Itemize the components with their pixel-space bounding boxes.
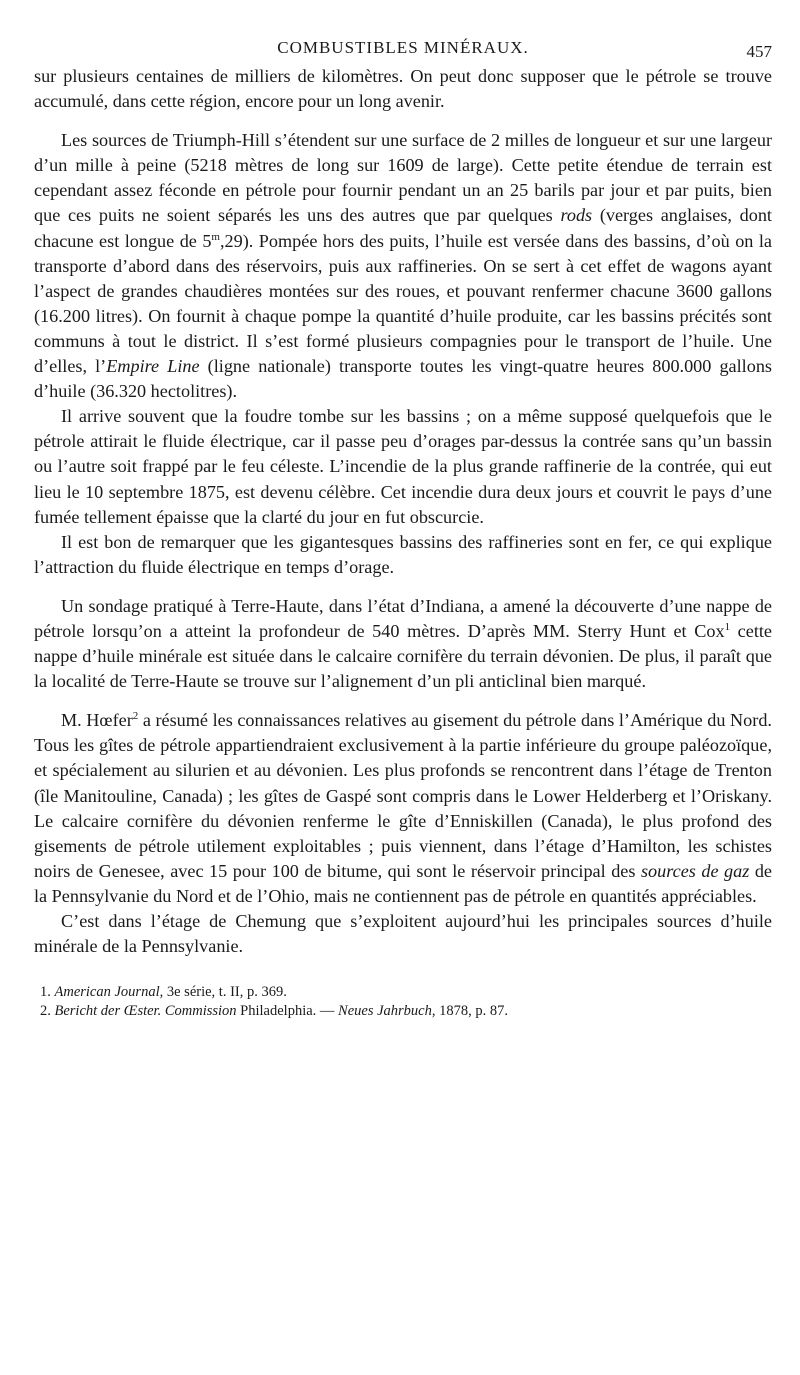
paragraph-1: [34, 64, 772, 114]
unit-metre: m: [211, 230, 220, 243]
running-title: COMBUSTIBLES MINÉRAUX.: [277, 38, 529, 57]
footnote-1-text: , 3e série, t. II, p. 369.: [159, 984, 287, 1001]
footnote-1: [34, 983, 772, 1002]
paragraph-7: [34, 909, 772, 959]
paragraph-6-text-a: M. Hœfer: [61, 710, 133, 731]
paragraph-3-text: Il arrive souvent que la foudre tombe sur les bassins ; on a même supposé quelquefois que le pétrole attirait le fluide électrique, car il passe peu d’orages par-dessus la contrée sans qu’un bassin ou l’autre soit frappé par le feu céleste. L’incendie de la plus grande raffinerie de la contrée, qui eut lieu le 10 septembre 1875, est devenu célèbre. Cet incendie dura deux jours et couvrit le pays d’une fumée tellement épaisse que la clarté du jour en fut obscurcie.: [34, 406, 772, 527]
footnote-2-number: 2.: [40, 1003, 51, 1020]
paragraph-2: [34, 128, 772, 404]
footnote-2-title-2: Neues Jahrbuch: [338, 1003, 432, 1020]
page-number: 457: [746, 42, 772, 61]
footnote-1-title: American Journal: [54, 984, 160, 1001]
paragraph-4: [34, 530, 772, 580]
paragraph-6: [34, 708, 772, 909]
footnote-ref-2: 2: [132, 710, 139, 723]
term-empire-line: Empire Line: [106, 356, 200, 377]
term-rods: rods: [560, 205, 593, 226]
paragraph-2-text-a: Les sources de Triumph-Hill s’étendent sur une surface de 2 milles de longueur et sur une largeur d’un mille à peine (5218 mètres de long sur 1609 de large). Cette petite étendue de terrain est cependant assez féconde en pétrole pour fournir pendant un an 25 barils par jour et par puits, bien que ces puits ne soient séparés les uns des autres que par quelques: [34, 130, 772, 226]
paragraph-2-text-d: (ligne nationale) transporte toutes les vingt-quatre heures 800.000 gallons d’huile (36.320 hectolitres).: [34, 356, 773, 402]
footnote-2-text: Philadelphia. —: [236, 1003, 339, 1020]
paragraph-5: [34, 594, 772, 694]
paragraph-5-text-a: Un sondage pratiqué à Terre-Haute, dans l’état d’Indiana, a amené la découverte d’une nappe de pétrole lorsqu’on a atteint la profondeur de 540 mètres. D’après MM. Sterry Hunt et Cox: [34, 595, 772, 641]
paragraph-6-text-c: de la Pennsylvanie du Nord et de l’Ohio, mais ne contiennent pas de pétrole en quantités appréciables.: [34, 860, 772, 906]
page-header: [34, 34, 772, 64]
paragraph-7-text: C’est dans l’étage de Chemung que s’exploitent aujourd’hui les principales sources d’huile minérale de la Pennsylvanie.: [34, 911, 772, 957]
footnote-2: [34, 1002, 772, 1021]
footnote-2-text-end: , 1878, p. 87.: [431, 1003, 508, 1020]
footnote-2-title: Bericht der Œster. Commission: [54, 1003, 237, 1020]
paragraph-2-text-b: (verges anglaises, dont chacune est longue de 5: [34, 205, 772, 251]
paragraph-3: [34, 404, 772, 529]
document-page: [34, 34, 772, 1021]
paragraph-5-text-b: cette nappe d’huile minérale est située dans le calcaire cornifère du terrain dévonien. De plus, il paraît que la localité de Terre-Haute se trouve sur l’alignement d’un pli anticlinal bien marqué.: [34, 620, 773, 692]
paragraph-6-text-b: a résumé les connaissances relatives au gisement du pétrole dans l’Amérique du Nord. Tous les gîtes de pétrole appartiendraient exclusivement à la partie inférieure du groupe paléozoïque, et spécialement au silurien et au dévonien. Les plus profonds se rencontrent dans l’étage de Trenton (île Manitouline, Canada) ; les gîtes de Gaspé sont compris dans le Lower Helderberg et l’Oriskany. Le calcaire cornifère du dévonien renferme le gîte d’Enniskillen (Canada), le plus profond des gisements de pétrole utilement exploitables ; puis viennent, dans l’étage d’Hamilton, les schistes noirs de Genesee, avec 15 pour 100 de bitume, qui sont le réservoir principal des: [34, 710, 772, 881]
footnote-ref-1: 1: [724, 620, 731, 633]
footnote-1-number: 1.: [40, 984, 51, 1001]
paragraph-4-text: Il est bon de remarquer que les gigantesques bassins des raffineries sont en fer, ce qui explique l’attraction du fluide électrique en temps d’orage.: [34, 531, 772, 577]
paragraph-1-text: sur plusieurs centaines de milliers de kilomètres. On peut donc supposer que le pétrole se trouve accumulé, dans cette région, encore pour un long avenir.: [34, 66, 772, 112]
term-sources-de-gaz: sources de gaz: [640, 860, 750, 881]
paragraph-2-text-c: ,29). Pompée hors des puits, l’huile est versée dans des bassins, d’où on la transporte d’abord dans des réservoirs, puis aux raffineries. On se sert à cet effet de wagons ayant l’aspect de grandes chaudières montées sur des roues, et pouvant renfermer chacune 3600 gallons (16.200 litres). On fournit à chaque pompe la quantité d’huile produite, car les bassins précités sont communs à tout le district. Il s’est formé plusieurs compagnies pour le transport de l’huile. Une d’elles, l’: [34, 230, 772, 377]
footnotes: [34, 983, 772, 1021]
